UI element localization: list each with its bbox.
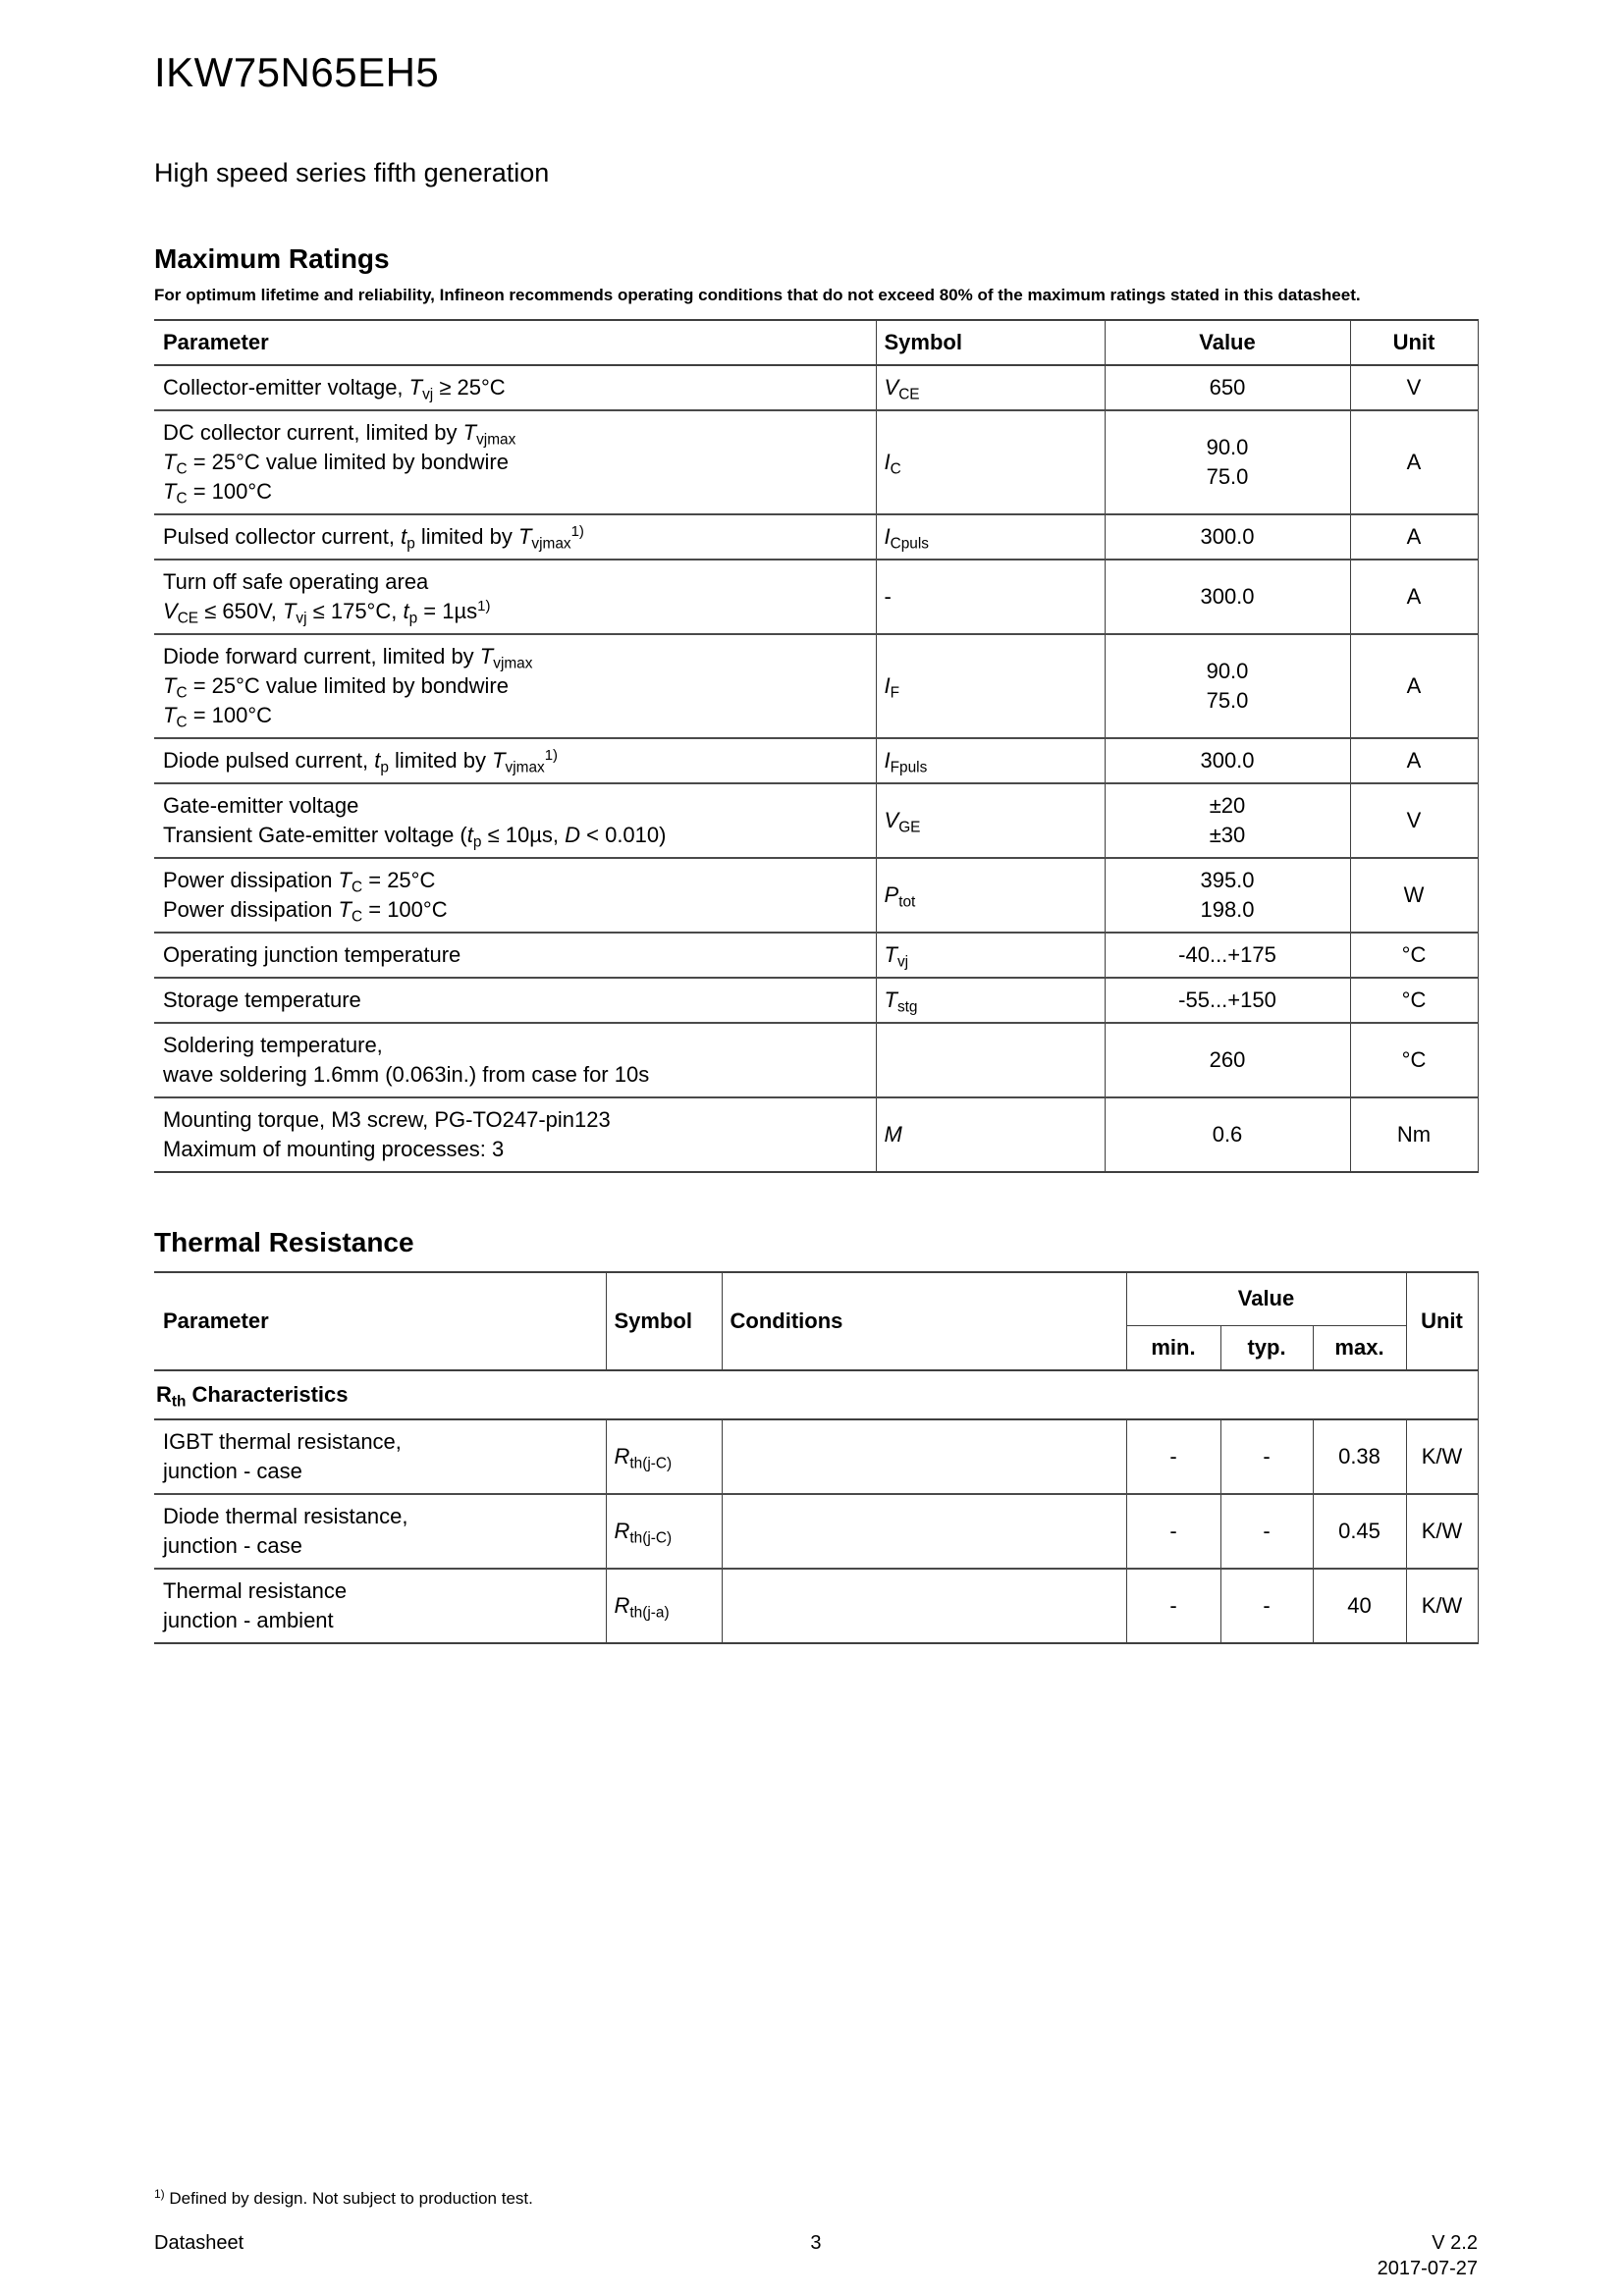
footer-date: 2017-07-27 <box>1377 2258 1478 2279</box>
min-cell: - <box>1126 1569 1220 1643</box>
parameter-cell: Operating junction temperature <box>154 933 876 978</box>
column-header-symbol: Symbol <box>606 1272 722 1370</box>
ratings-table-row <box>154 365 1478 410</box>
ratings-table-row <box>154 978 1478 1023</box>
unit-cell: Nm <box>1350 1097 1478 1172</box>
unit-cell: °C <box>1350 933 1478 978</box>
symbol-cell: M <box>876 1097 1105 1172</box>
thermal-header-row-1 <box>154 1272 1478 1325</box>
ratings-table-row <box>154 738 1478 783</box>
unit-cell: V <box>1350 783 1478 858</box>
symbol-cell: $R_{th(j-C)}$ <box>606 1494 722 1569</box>
maximum-ratings-section <box>154 242 1478 1173</box>
symbol-cell: $I_C$ <box>876 410 1105 514</box>
ratings-table-row <box>154 634 1478 738</box>
parameter-cell: IGBT thermal resistance, junction - case <box>154 1419 606 1494</box>
unit-cell: A <box>1350 514 1478 560</box>
parameter-cell: Mounting torque, M3 screw, PG-TO247-pin123 Maximum of mounting processes: 3 <box>154 1097 876 1172</box>
maximum-ratings-table <box>154 319 1479 1173</box>
page-content <box>154 0 1478 1644</box>
parameter-cell: Diode pulsed current, $t_p$ limited by $T_{vjmax}^{1)}$ <box>154 738 876 783</box>
maximum-ratings-heading: Maximum Ratings <box>154 243 390 274</box>
column-header-parameter: Parameter <box>154 320 876 365</box>
ratings-table-row <box>154 1023 1478 1097</box>
parameter-cell: Power dissipation $T_C = 25^\circ C$ Power dissipation $T_C = 100^\circ C$ <box>154 858 876 933</box>
column-header-unit: Unit <box>1350 320 1478 365</box>
unit-cell: A <box>1350 410 1478 514</box>
maximum-ratings-note: For optimum lifetime and reliability, Infineon recommends operating conditions that do not exceed 80% of the maximum ratings stated in this datasheet. <box>154 286 1361 304</box>
column-header-typ: typ. <box>1220 1325 1313 1370</box>
conditions-cell <box>722 1419 1126 1494</box>
unit-cell: A <box>1350 738 1478 783</box>
parameter-cell: Turn off safe operating area $V_{CE} \le 650V$, $T_{vj} \le 175^\circ C$, $t_p = 1\mu s^{1)}$ <box>154 560 876 634</box>
conditions-cell <box>722 1569 1126 1643</box>
column-header-symbol: Symbol <box>876 320 1105 365</box>
symbol-cell: $I_F$ <box>876 634 1105 738</box>
value-cell: ±20 ±30 <box>1105 783 1350 858</box>
ratings-header-row <box>154 320 1478 365</box>
column-header-conditions: Conditions <box>722 1272 1126 1370</box>
unit-cell: A <box>1350 634 1478 738</box>
parameter-cell: Soldering temperature, wave soldering 1.6mm (0.063in.) from case for 10s <box>154 1023 876 1097</box>
value-cell: 90.0 75.0 <box>1105 410 1350 514</box>
thermal-table-row <box>154 1494 1478 1569</box>
typ-cell: - <box>1220 1494 1313 1569</box>
page-title: IKW75N65EH5 <box>154 49 440 95</box>
ratings-table-row <box>154 1097 1478 1172</box>
rth-characteristics-label: $R_{th}$ Characteristics <box>154 1370 1478 1419</box>
column-header-parameter: Parameter <box>154 1272 606 1370</box>
unit-cell: K/W <box>1406 1494 1478 1569</box>
value-cell: 0.6 <box>1105 1097 1350 1172</box>
footer-version-date <box>1037 2230 1478 2281</box>
max-cell: 0.38 <box>1313 1419 1406 1494</box>
value-cell: 300.0 <box>1105 738 1350 783</box>
value-cell: -40...+175 <box>1105 933 1350 978</box>
value-cell: 300.0 <box>1105 560 1350 634</box>
symbol-cell: $R_{th(j-a)}$ <box>606 1569 722 1643</box>
unit-cell: °C <box>1350 978 1478 1023</box>
value-cell: 650 <box>1105 365 1350 410</box>
value-cell: -55...+150 <box>1105 978 1350 1023</box>
typ-cell: - <box>1220 1569 1313 1643</box>
thermal-table-row <box>154 1569 1478 1643</box>
thermal-table-row <box>154 1419 1478 1494</box>
column-header-value: Value <box>1105 320 1350 365</box>
symbol-cell: $T_{stg}$ <box>876 978 1105 1023</box>
value-cell: 300.0 <box>1105 514 1350 560</box>
parameter-cell: Diode thermal resistance, junction - case <box>154 1494 606 1569</box>
column-header-min: min. <box>1126 1325 1220 1370</box>
symbol-cell: $P_{tot}$ <box>876 858 1105 933</box>
column-header-unit: Unit <box>1406 1272 1478 1370</box>
max-cell: 40 <box>1313 1569 1406 1643</box>
symbol-cell: $V_{CE}$ <box>876 365 1105 410</box>
thermal-resistance-section <box>154 1226 1478 1644</box>
value-cell: 260 <box>1105 1023 1350 1097</box>
parameter-cell: DC collector current, limited by $T_{vjmax}$ $T_C = 25^\circ C$ value limited by bondwire $T_C = 100^\circ C$ <box>154 410 876 514</box>
column-header-max: max. <box>1313 1325 1406 1370</box>
symbol-cell: $I_{Fpuls}$ <box>876 738 1105 783</box>
symbol-cell: $V_{GE}$ <box>876 783 1105 858</box>
symbol-cell: - <box>876 560 1105 634</box>
parameter-cell: Gate-emitter voltage Transient Gate-emitter voltage ($t_p \le 10\mu s$, D < 0.010) <box>154 783 876 858</box>
unit-cell: °C <box>1350 1023 1478 1097</box>
footer-doc-type: Datasheet <box>154 2232 244 2254</box>
footer-version: V 2.2 <box>1432 2232 1478 2254</box>
ratings-table-row <box>154 933 1478 978</box>
min-cell: - <box>1126 1494 1220 1569</box>
min-cell: - <box>1126 1419 1220 1494</box>
page-subtitle: High speed series fifth generation <box>154 158 550 187</box>
ratings-table-row <box>154 560 1478 634</box>
parameter-cell: Storage temperature <box>154 978 876 1023</box>
footer-page-number: 3 <box>810 2232 822 2254</box>
unit-cell: K/W <box>1406 1569 1478 1643</box>
footnote <box>154 2183 533 2210</box>
unit-cell: A <box>1350 560 1478 634</box>
column-header-value: Value <box>1126 1272 1406 1325</box>
unit-cell: V <box>1350 365 1478 410</box>
parameter-cell: Collector-emitter voltage, $T_{vj} \ge 25^\circ C$ <box>154 365 876 410</box>
value-cell: 90.0 75.0 <box>1105 634 1350 738</box>
ratings-table-row <box>154 410 1478 514</box>
footnote-text: Defined by design. Not subject to production test. <box>169 2189 533 2208</box>
page-footer <box>154 2230 1478 2281</box>
ratings-table-row <box>154 858 1478 933</box>
unit-cell: W <box>1350 858 1478 933</box>
thermal-resistance-table <box>154 1271 1479 1644</box>
typ-cell: - <box>1220 1419 1313 1494</box>
thermal-resistance-heading: Thermal Resistance <box>154 1227 414 1257</box>
max-cell: 0.45 <box>1313 1494 1406 1569</box>
value-cell: 395.0 198.0 <box>1105 858 1350 933</box>
ratings-table-row <box>154 514 1478 560</box>
rth-characteristics-row <box>154 1370 1478 1419</box>
ratings-table-row <box>154 783 1478 858</box>
conditions-cell <box>722 1494 1126 1569</box>
parameter-cell: Pulsed collector current, $t_p$ limited by $T_{vjmax}^{1)}$ <box>154 514 876 560</box>
parameter-cell: Thermal resistance junction - ambient <box>154 1569 606 1643</box>
symbol-cell: $I_{Cpuls}$ <box>876 514 1105 560</box>
unit-cell: K/W <box>1406 1419 1478 1494</box>
symbol-cell: $R_{th(j-C)}$ <box>606 1419 722 1494</box>
symbol-cell <box>876 1023 1105 1097</box>
parameter-cell: Diode forward current, limited by $T_{vjmax}$ $T_C = 25^\circ C$ value limited by bondwire $T_C = 100^\circ C$ <box>154 634 876 738</box>
footnote-marker: 1) <box>154 2187 165 2201</box>
symbol-cell: $T_{vj}$ <box>876 933 1105 978</box>
